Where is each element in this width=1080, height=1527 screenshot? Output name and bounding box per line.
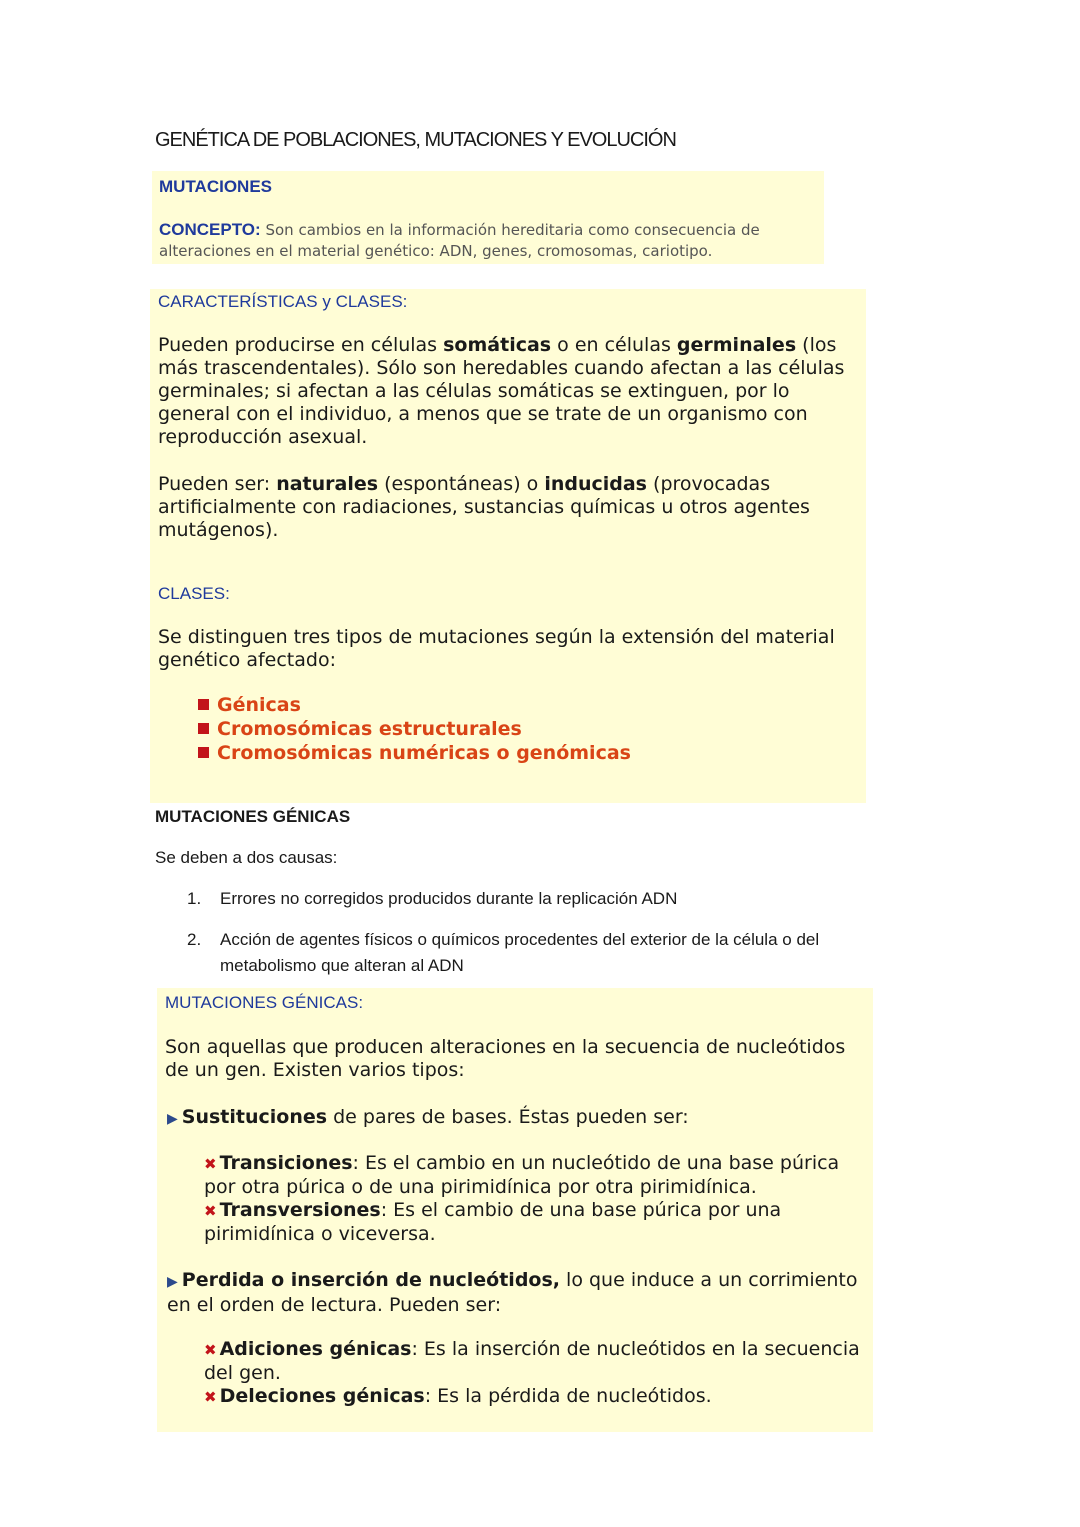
page-title: GENÉTICA DE POBLACIONES, MUTACIONES Y EVOLUCIÓN (155, 129, 676, 151)
list-item: Génicas (198, 693, 631, 717)
square-bullet-icon (198, 747, 209, 758)
concept-line-1: Son cambios en la información hereditaria como consecuencia de (260, 221, 760, 239)
triangle-bullet-icon: ▶ (167, 1111, 178, 1127)
list-item: Cromosómicas estructurales (198, 717, 631, 741)
concept-line-2: alteraciones en el material genético: ADN, genes, cromosomas, cariotipo. (159, 242, 713, 260)
cause-item-1: 1. Errores no corregidos producidos durante la replicación ADN (187, 889, 678, 908)
clases-list (198, 693, 631, 765)
gene-mutations-box (157, 988, 873, 1432)
square-bullet-icon (198, 723, 209, 734)
section-heading-mutaciones-genicas: MUTACIONES GÉNICAS (155, 807, 351, 826)
clases-intro: Se distinguen tres tipos de mutaciones según la extensión del material genético afectado: (158, 626, 835, 671)
concept-label: CONCEPTO: (159, 220, 261, 239)
cause-item-2: 2. Acción de agentes físicos o químicos procedentes del exterior de la célula o del metabolismo que alteran al ADN (187, 930, 820, 975)
loss-insertion-line: ▶ Perdida o inserción de nucleótidos, lo que induce a un corrimiento en el orden de lectura. Pueden ser: (167, 1269, 858, 1316)
substitutions-line: ▶ Sustituciones de pares de bases. Éstas pueden ser: (167, 1106, 689, 1128)
list-item: Cromosómicas numéricas o genómicas (198, 741, 631, 765)
substitution-types: ✖ Transiciones: Es el cambio en un nucleótido de una base púrica por otra púrica o de una pirimidínica por otra pirimidínica. ✖ Transversiones: Es el cambio de una base púrica por una pirimidínica o viceversa. (204, 1152, 840, 1245)
box-heading-caracteristicas: CARACTERÍSTICAS y CLASES: (158, 292, 408, 311)
characteristics-box (150, 289, 866, 803)
concept-text (159, 219, 824, 262)
concept-box (152, 171, 824, 264)
gene-mutation-intro: Son aquellas que producen alteraciones en la secuencia de nucleótidos de un gen. Existen varios tipos: (165, 1036, 846, 1081)
square-bullet-icon (198, 699, 209, 710)
paragraph-somatic-germinal: Pueden producirse en células somáticas o en células germinales (los más trascendentales). Sólo son heredables cuando afectan a las células germinales; si afectan a las células somáticas se extinguen, por lo general con el individuo, a menos que se trate de un organismo con reproducción asexual. (158, 334, 845, 448)
paragraph-natural-induced: Pueden ser: naturales (espontáneas) o inducidas (provocadas artificialmente con radiaciones, sustancias químicas u otros agentes mutágenos). (158, 473, 810, 541)
section-intro: Se deben a dos causas: (155, 848, 338, 867)
clases-heading: CLASES: (158, 584, 230, 603)
cross-bullet-icon: ✖ (204, 1341, 217, 1359)
cross-bullet-icon: ✖ (204, 1155, 217, 1173)
box-heading-mutaciones-genicas: MUTACIONES GÉNICAS: (165, 993, 364, 1012)
loss-insertion-types: ✖ Adiciones génicas: Es la inserción de nucleótidos en la secuencia del gen. ✖ Deleciones génicas: Es la pérdida de nucleótidos. (204, 1338, 860, 1407)
cross-bullet-icon: ✖ (204, 1202, 217, 1220)
box-heading-mutaciones: MUTACIONES (159, 177, 273, 196)
triangle-bullet-icon: ▶ (167, 1274, 178, 1290)
cross-bullet-icon: ✖ (204, 1388, 217, 1406)
